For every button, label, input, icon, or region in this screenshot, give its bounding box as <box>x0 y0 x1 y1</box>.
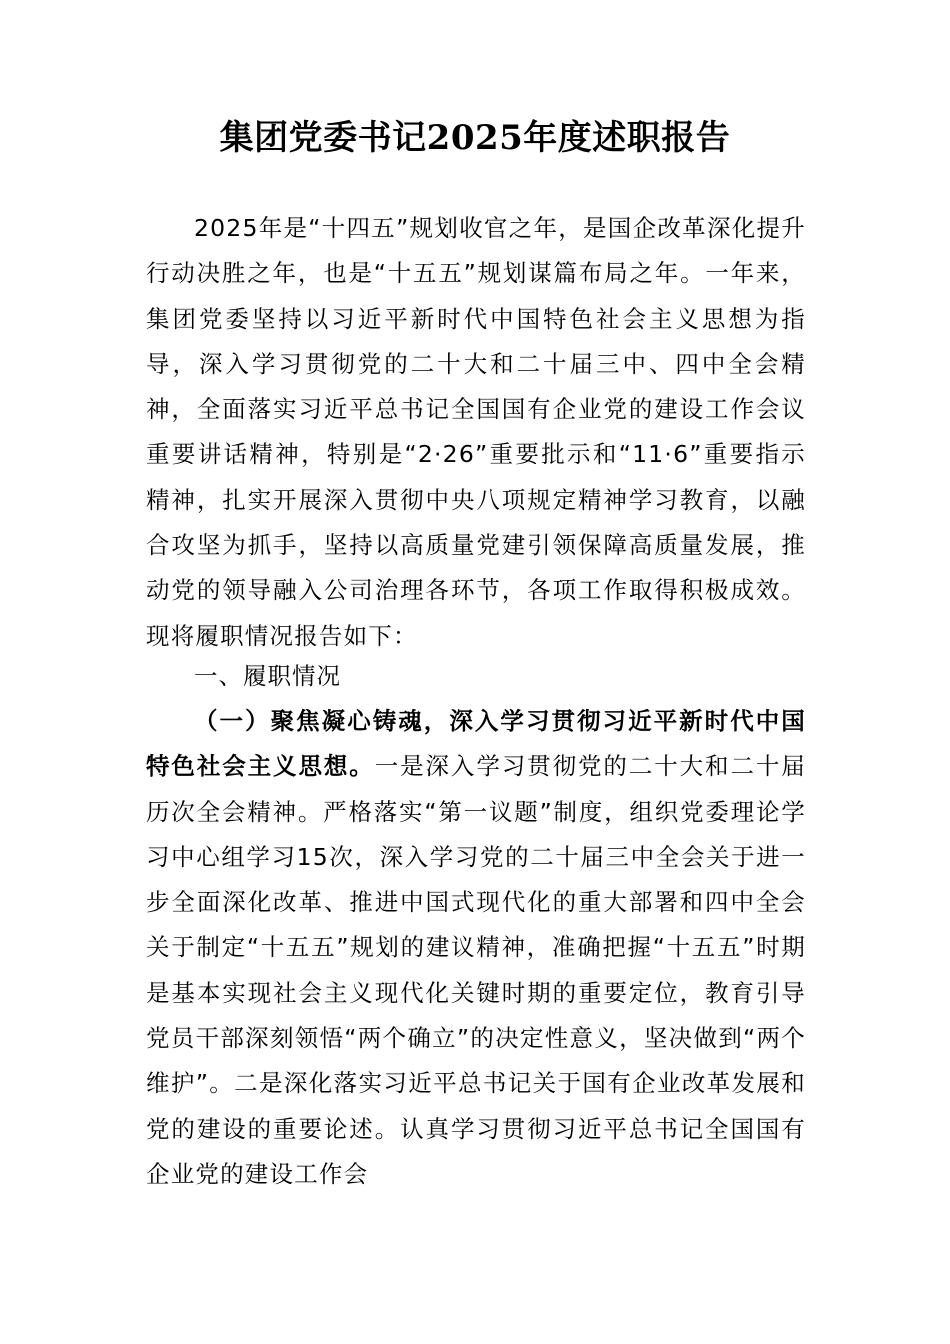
section-heading-duty-performance: 一、履职情况 <box>194 662 341 690</box>
intro-paragraph: 2025年是“十四五”规划收官之年，是国企改革深化提升行动决胜之年，也是“十五五”规划谋篇布局之年。一年来，集团党委坚持以习近平新时代中国特色社会主义思想为指导，深入学习贯彻党的二十大和二十届三中、四中全会精神，全面落实习近平总书记全国国有企业党的建设工作会议重要讲话精神，特别是“2·26”重要批示和“11·6”重要指示精神，扎实开展深入贯彻中央八项规定精神学习教育，以融合攻坚为抓手，坚持以高质量党建引领保障高质量发展，推动党的领导融入公司治理各环节，各项工作取得积极成效。现将履职情况报告如下： <box>146 214 806 650</box>
subsection-body-text: 一是深入学习贯彻党的二十大和二十届历次全会精神。严格落实“第一议题”制度，组织党委理论学习中心组学习15次，深入学习党的二十届三中全会关于进一步全面深化改革、推进中国式现代化的重大部署和四中全会关于制定“十五五”规划的建议精神，准确把握“十五五”时期是基本实现社会主义现代化关键时期的重要定位，教育引导党员干部深刻领悟“两个确立”的决定性意义，坚决做到“两个维护”。二是深化落实习近平总书记关于国有企业改革发展和党的建设的重要论述。认真学习贯彻习近平总书记全国国有企业党的建设工作会 <box>146 752 806 1188</box>
subsection-paragraph <box>146 699 806 1197</box>
subsection-lead-heading: （一）聚焦凝心铸魂，深入学习贯彻习近平新时代中国特色社会主义思想。 <box>146 707 806 781</box>
document-title: 集团党委书记2025年度述职报告 <box>219 118 731 158</box>
